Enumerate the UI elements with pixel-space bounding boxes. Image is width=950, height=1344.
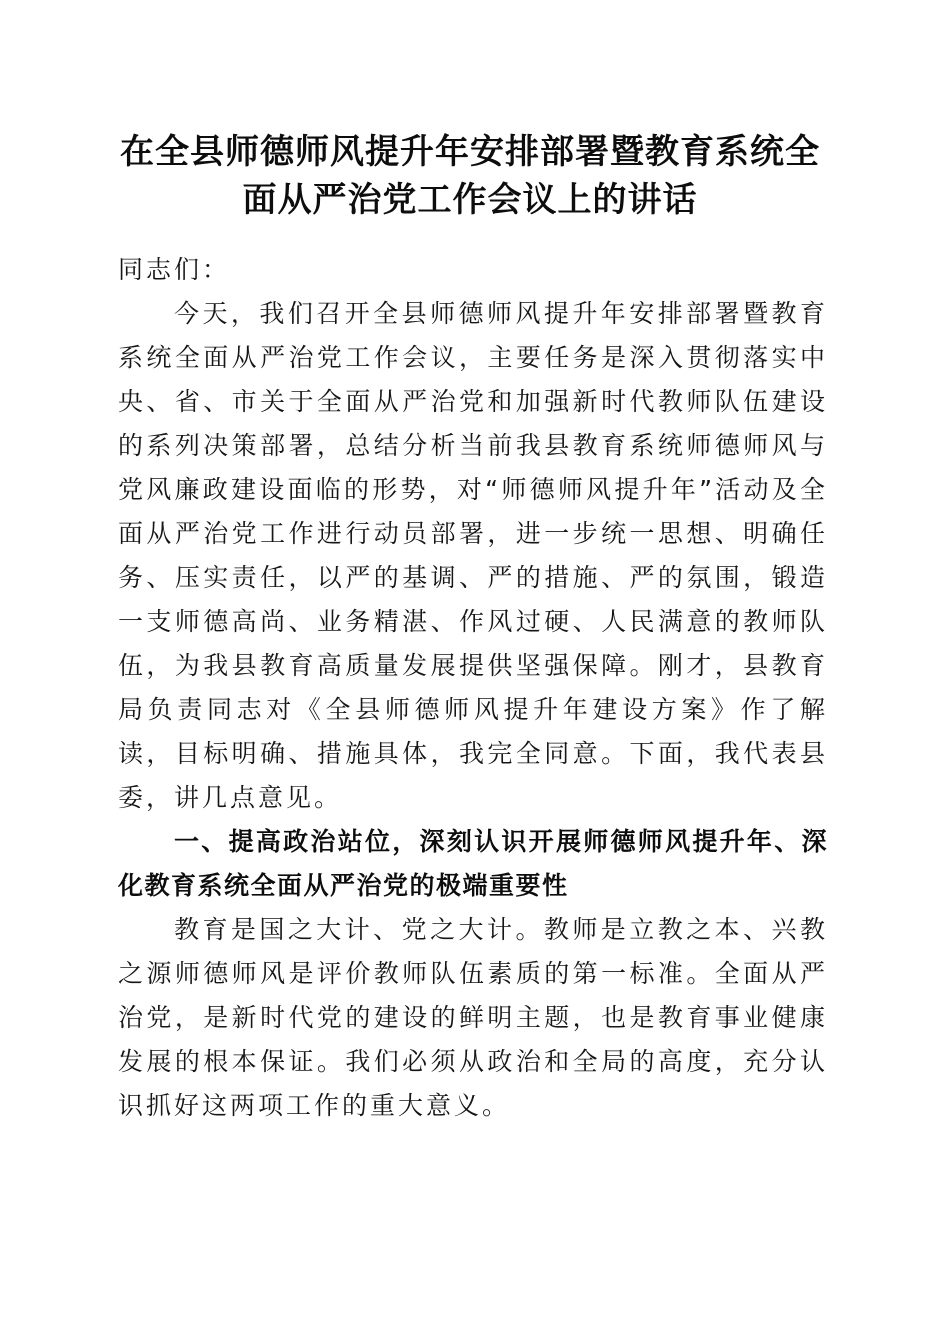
- document-body: [118, 248, 828, 1128]
- title-line-2: 面从严治党工作会议上的讲话: [242, 180, 698, 220]
- salutation: 同志们：: [118, 255, 231, 284]
- section-heading-1: 一、提高政治站位，深刻认识开展师德师风提升年、深化教育系统全面从严治党的极端重要性: [118, 827, 828, 900]
- document-title: [110, 128, 830, 224]
- title-line-1: 在全县师德师风提升年安排部署暨教育系统全: [120, 132, 820, 172]
- paragraph-section-1: 教育是国之大计、党之大计。教师是立教之本、兴教之源师德师风是评价教师队伍素质的第一标准。全面从严治党，是新时代党的建设的鲜明主题，也是教育事业健康发展的根本保证。我们必须从政治和全局的高度，充分认识抓好这两项工作的重大意义。: [118, 915, 828, 1120]
- paragraph-opening: 今天，我们召开全县师德师风提升年安排部署暨教育系统全面从严治党工作会议，主要任务是深入贯彻落实中央、省、市关于全面从严治党和加强新时代教师队伍建设的系列决策部署，总结分析当前我县教育系统师德师风与党风廉政建设面临的形势，对“师德师风提升年”活动及全面从严治党工作进行动员部署，进一步统一思想、明确任务、压实责任，以严的基调、严的措施、严的氛围，锻造一支师德高尚、业务精湛、作风过硬、人民满意的教师队伍，为我县教育高质量发展提供坚强保障。刚才，县教育局负责同志对《全县师德师风提升年建设方案》作了解读，目标明确、措施具体，我完全同意。下面，我代表县委，讲几点意见。: [118, 299, 828, 812]
